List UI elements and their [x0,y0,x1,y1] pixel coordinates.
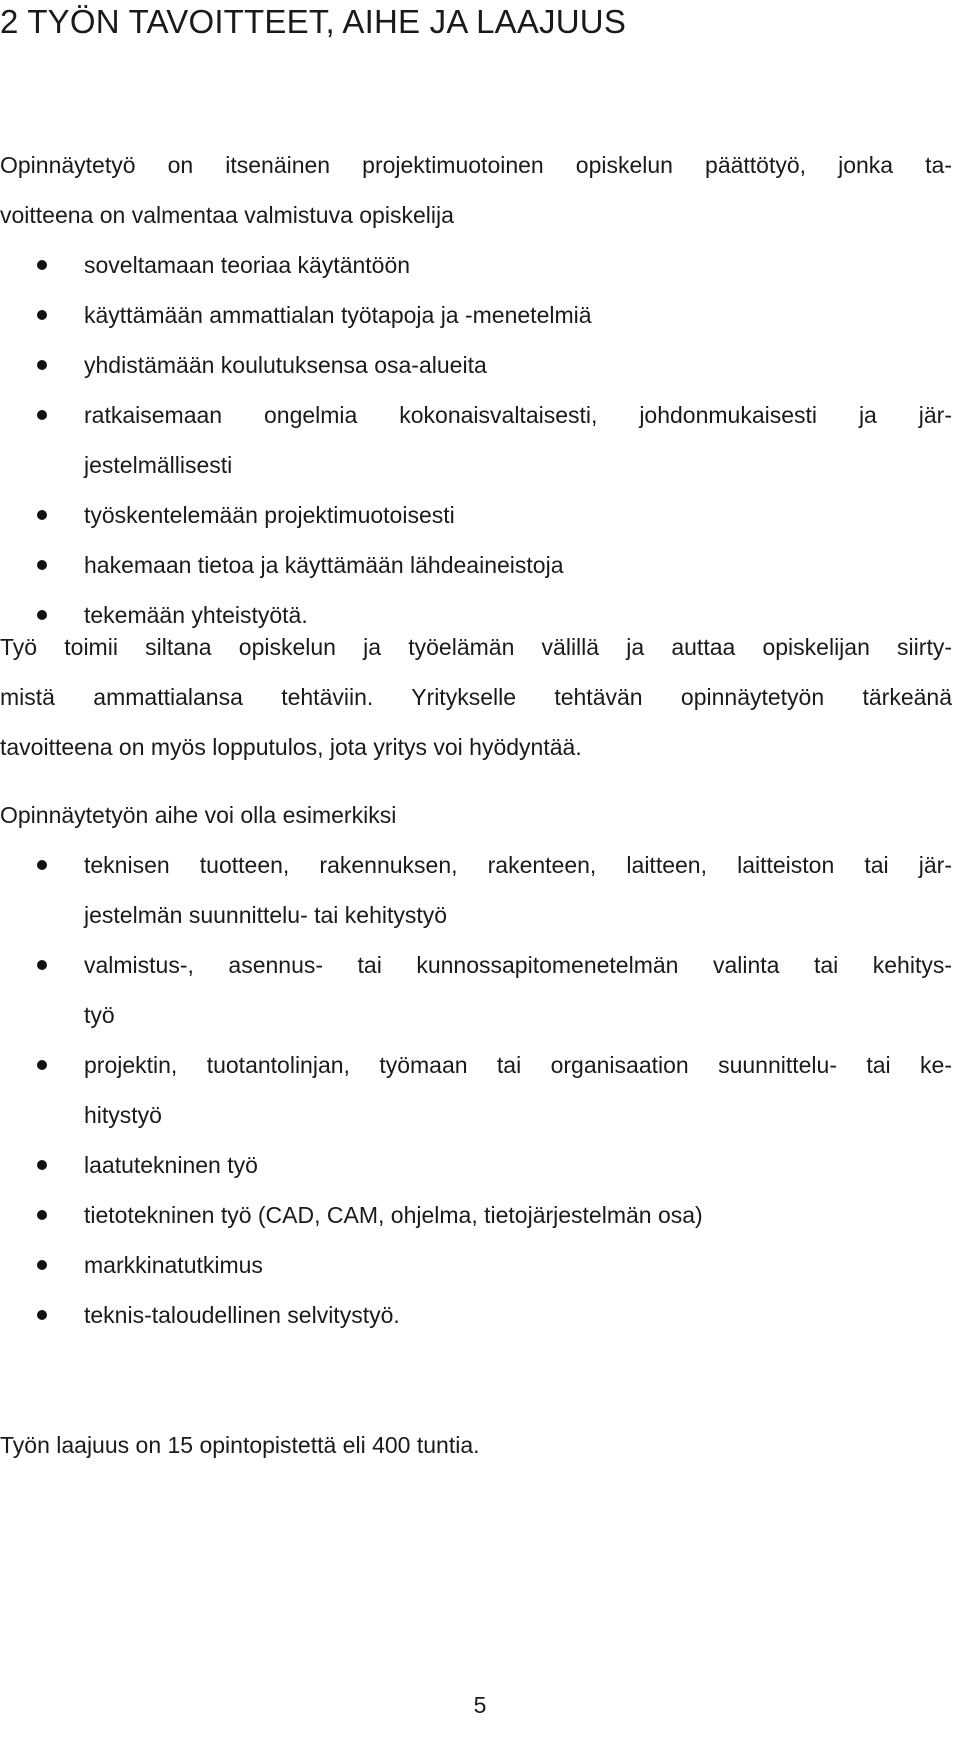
list-item: soveltamaan teoriaa käytäntöön [0,240,952,290]
section-heading: 2 TYÖN TAVOITTEET, AIHE JA LAAJUUS [0,3,627,40]
scope-paragraph: Työn laajuus on 15 opintopistettä eli 400 tuntia. [0,1432,480,1458]
bullet-icon [37,260,47,270]
list-item: projektin, tuotantolinjan, työmaan tai organisaation suunnittelu- tai ke- hitystyö [0,1040,952,1140]
intro-paragraph [0,140,952,240]
list-item: tekemään yhteistyötä. [0,590,952,640]
list-item: laatutekninen työ [0,1140,952,1190]
bullet-icon [37,960,47,970]
intro-section [0,140,952,640]
bullet-icon [37,410,47,420]
topics-list [0,840,952,1340]
bullet-icon [37,1160,47,1170]
list-item: valmistus-, asennus- tai kunnossapitomenetelmän valinta tai kehitys- työ [0,940,952,1040]
list-item: yhdistämään koulutuksensa osa-alueita [0,340,952,390]
bullet-icon [37,1310,47,1320]
list-item: tietotekninen työ (CAD, CAM, ohjelma, tietojärjestelmän osa) [0,1190,952,1240]
list-item: teknisen tuotteen, rakennuksen, rakenteen, laitteen, laitteiston tai jär- jestelmän suunnittelu- tai kehitystyö [0,840,952,940]
bridge-paragraph: Työ toimii siltana opiskelun ja työelämän välillä ja auttaa opiskelijan siirty- mistä ammattialansa tehtäviin. Yritykselle tehtävän opinnäytetyön tärkeänä tavoitteena on myös lopputulos, jota yritys voi hyödyntää. [0,634,952,760]
bullet-icon [37,510,47,520]
bullet-icon [37,610,47,620]
list-item: markkinatutkimus [0,1240,952,1290]
topics-intro: Opinnäytetyön aihe voi olla esimerkiksi [0,802,397,828]
list-item: työskentelemään projektimuotoisesti [0,490,952,540]
list-item: hakemaan tietoa ja käyttämään lähdeaineistoja [0,540,952,590]
bullet-icon [37,560,47,570]
bullet-icon [37,360,47,370]
bullet-icon [37,860,47,870]
list-item: ratkaisemaan ongelmia kokonaisvaltaisesti, johdonmukaisesti ja jär- jestelmällisesti [0,390,952,490]
bullet-icon [37,310,47,320]
intro-line: Opinnäytetyö on itsenäinen projektimuotoinen opiskelun päättötyö, jonka ta- [0,152,952,178]
topics-section [0,790,952,1340]
bullet-icon [37,1260,47,1270]
list-item: käyttämään ammattialan työtapoja ja -menetelmiä [0,290,952,340]
bullet-icon [37,1060,47,1070]
goals-list [0,240,952,640]
page-number: 5 [473,1692,487,1718]
intro-line: voitteena on valmentaa valmistuva opiskelija [0,202,454,228]
list-item: teknis-taloudellinen selvitystyö. [0,1290,952,1340]
bullet-icon [37,1210,47,1220]
